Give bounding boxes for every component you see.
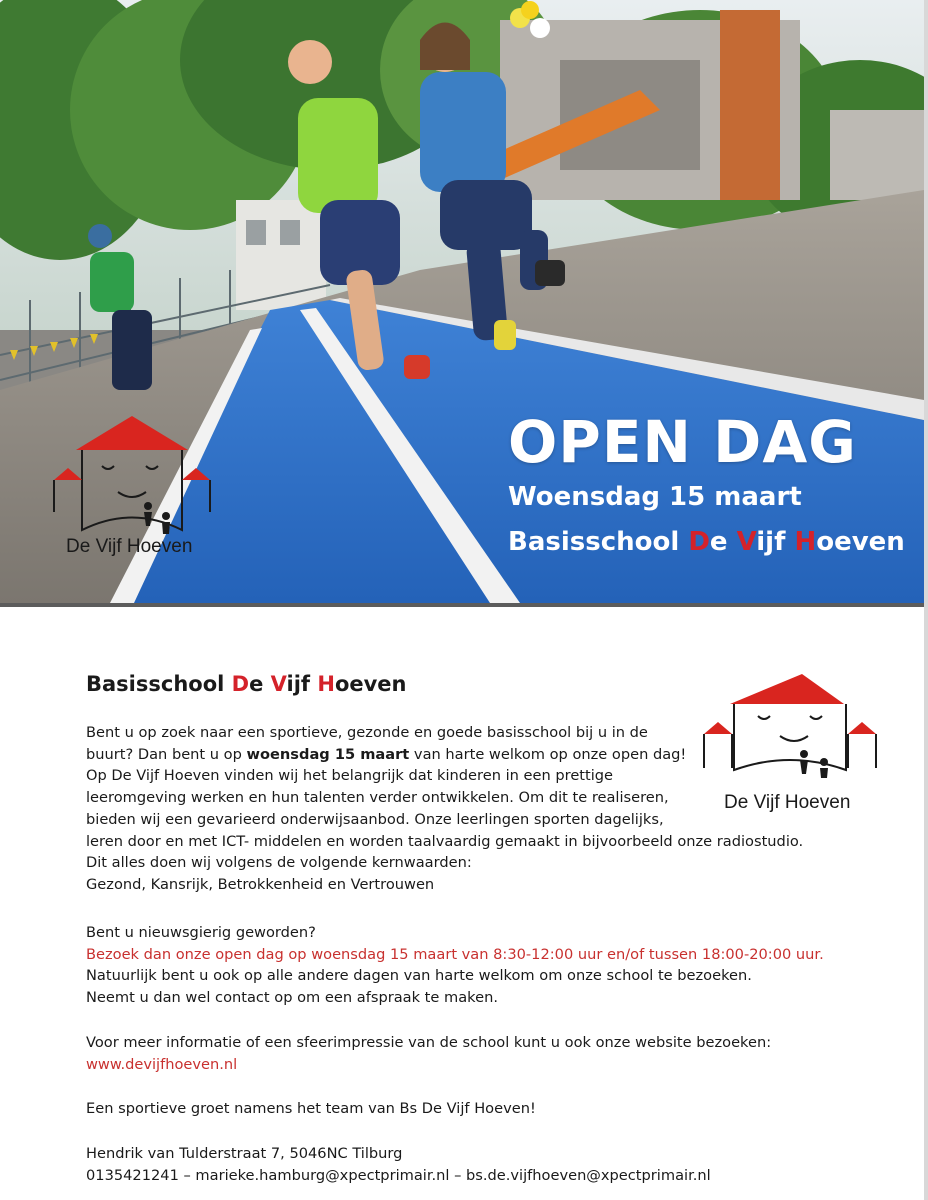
intro-line: Op De Vijf Hoeven vinden wij het belangrijk dat kinderen in een prettige [86, 767, 614, 785]
visit-paragraph [86, 922, 846, 1009]
body-logo-label: De Vijf Hoeven [724, 792, 851, 813]
info-line: Voor meer informatie of een sfeerimpressie van de school kunt u ook onze website bezoeken: [86, 1034, 772, 1051]
intro-line: Bent u op zoek naar een sportieve, gezonde en goede basisschool bij u in de [86, 724, 648, 741]
hero-divider [0, 603, 924, 607]
visit-line: Neemt u dan wel contact op om een afspraak te maken. [86, 989, 498, 1007]
address: Hendrik van Tulderstraat 7, 5046NC Tilburg [86, 1145, 403, 1162]
contact-details: 0135421241 – marieke.hamburg@xpectprimair.nl – bs.de.vijfhoeven@xpectprimair.nl [86, 1166, 711, 1184]
open-dag-title: OPEN DAG [508, 408, 857, 476]
contact-block [86, 1143, 846, 1186]
visit-line: Natuurlijk bent u ook op alle andere dagen van harte welkom om onze school te bezoeken. [86, 967, 752, 985]
intro-line: leeromgeving werken en hun talenten verder ontwikkelen. Om dit te realiseren, [86, 789, 669, 807]
info-paragraph [86, 1032, 846, 1075]
intro-line: leren door en met ICT- middelen en worden taalvaardig gemaakt in bijvoorbeeld onze radiostudio. [86, 832, 804, 850]
visit-times: Bezoek dan onze open dag op woensdag 15 maart van 8:30-12:00 uur en/of tussen 18:00-20:00 uur. [86, 945, 824, 963]
intro-paragraph [86, 722, 846, 896]
hero-logo-label: De Vijf Hoeven [66, 536, 193, 557]
page-title: Basisschool De Vijf Hoeven [86, 672, 407, 696]
greeting-line: Een sportieve groet namens het team van Bs De Vijf Hoeven! [86, 1100, 536, 1117]
open-day-date-bold: woensdag 15 maart [246, 745, 410, 763]
greeting [86, 1098, 846, 1120]
open-dag-date: Woensdag 15 maart [508, 482, 802, 512]
visit-question: Bent u nieuwsgierig geworden? [86, 924, 316, 941]
intro-line: bieden wij een gevarieerd onderwijsaanbod. Onze leerlingen sporten dagelijks, [86, 810, 664, 828]
intro-line: buurt? Dan bent u op woensdag 15 maart van harte welkom op onze open dag! [86, 745, 687, 763]
hero-school-name: Basisschool De Vijf Hoeven [508, 527, 905, 557]
intro-line: Dit alles doen wij volgens de volgende kernwaarden: [86, 854, 472, 872]
core-values: Gezond, Kansrijk, Betrokkenheid en Vertrouwen [86, 875, 435, 893]
page-edge [924, 0, 928, 1200]
website-link[interactable]: www.devijfhoeven.nl [86, 1055, 238, 1073]
